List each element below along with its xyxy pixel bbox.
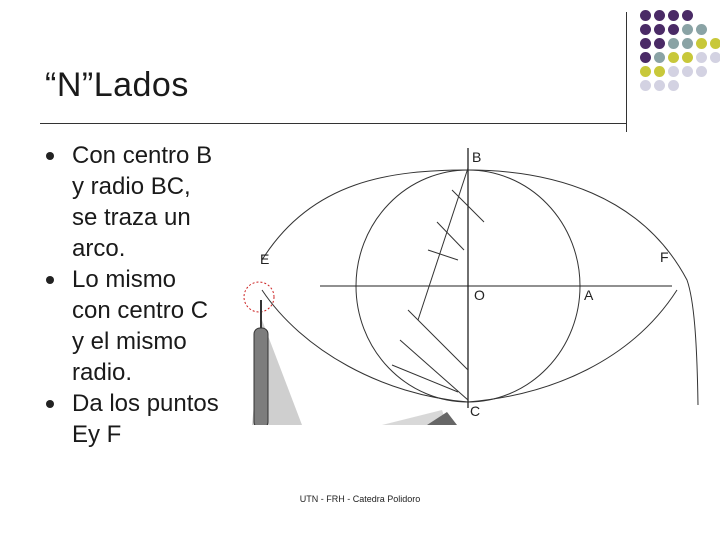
label-f: F — [660, 249, 669, 265]
decorative-dot — [654, 24, 665, 35]
decorative-dot — [668, 10, 679, 21]
bullet-marker — [46, 152, 54, 160]
decorative-dot — [682, 66, 693, 77]
bullet-list — [44, 140, 244, 450]
decorative-dot — [668, 52, 679, 63]
decorative-dot — [654, 52, 665, 63]
decorative-dot — [640, 38, 651, 49]
bullet-item — [44, 140, 244, 264]
bullet-text: Da los puntos Ey F — [72, 390, 219, 448]
decorative-dot — [654, 80, 665, 91]
slide-footer: UTN - FRH - Catedra Polidoro — [299, 494, 421, 504]
decorative-dot — [640, 24, 651, 35]
bullet-marker — [46, 276, 54, 284]
decorative-dot — [696, 24, 707, 35]
bullet-text: Con centro B y radio BC, se traza un arco. — [72, 142, 213, 262]
decorative-dot — [682, 38, 693, 49]
decorative-dot — [668, 38, 679, 49]
bullet-marker — [46, 400, 54, 408]
decorative-dot — [654, 66, 665, 77]
decorative-dot — [668, 80, 679, 91]
decorative-dot — [696, 66, 707, 77]
title-divider — [40, 123, 626, 124]
decorative-dot — [654, 38, 665, 49]
decorative-dot — [696, 52, 707, 63]
decorative-dot — [640, 66, 651, 77]
slide-title: “N”Lados — [45, 66, 189, 104]
decorative-dot — [640, 80, 651, 91]
division-ticks — [392, 190, 484, 400]
decorative-dot — [640, 52, 651, 63]
divider-line — [418, 168, 468, 320]
decorative-dot — [682, 24, 693, 35]
bullet-item — [44, 388, 244, 450]
construction-figure — [232, 140, 702, 425]
label-b: B — [472, 149, 482, 165]
decorative-dot — [696, 38, 707, 49]
decorative-dot — [682, 10, 693, 21]
label-e: E — [260, 251, 270, 267]
decorative-dot — [668, 24, 679, 35]
arc-center-c — [262, 290, 677, 402]
label-a: A — [584, 287, 594, 303]
decorative-dot — [710, 38, 720, 49]
compass-leg — [254, 328, 268, 425]
decorative-dot — [710, 52, 720, 63]
corner-divider — [626, 12, 627, 132]
decorative-dot — [682, 52, 693, 63]
bullet-item — [44, 264, 244, 388]
bullet-text: Lo mismo con centro C y el mismo radio. — [72, 266, 209, 386]
label-c: C — [470, 403, 481, 419]
decorative-dot — [654, 10, 665, 21]
decorative-dot — [640, 10, 651, 21]
point-e-highlight — [244, 282, 274, 312]
label-o: O — [474, 287, 485, 303]
decorative-dot — [668, 66, 679, 77]
